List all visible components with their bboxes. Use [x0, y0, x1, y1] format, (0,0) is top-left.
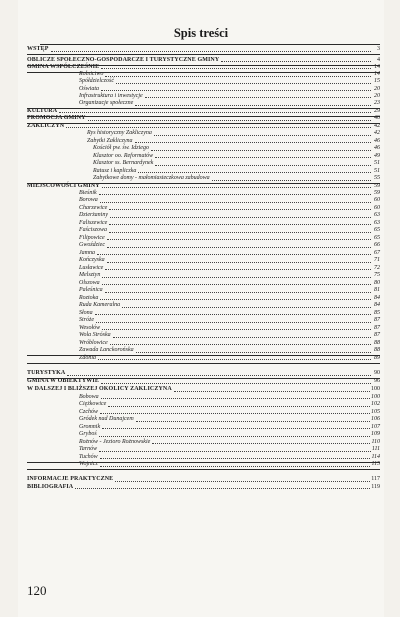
dot-leader [100, 298, 371, 300]
toc-entry-page: 100 [371, 386, 380, 392]
dot-leader [107, 246, 371, 248]
dot-leader [59, 111, 371, 113]
toc-entry [27, 446, 380, 454]
section-rule [27, 72, 380, 73]
toc-entry [27, 401, 380, 409]
toc-entry-label: INFORMACJE PRAKTYCZNE [27, 476, 114, 482]
toc-entry-label: Klasztor oo. Reformatów [93, 152, 154, 159]
toc-entry-page: 3 [377, 46, 380, 52]
dot-leader [99, 193, 371, 195]
page-number: 120 [27, 583, 47, 598]
toc-entry [27, 347, 380, 355]
toc-entry [27, 416, 380, 424]
toc-entry-page: 87 [374, 324, 380, 331]
dot-leader [102, 186, 371, 188]
toc-entry-page: 90 [374, 370, 380, 376]
dot-leader [66, 126, 371, 128]
dot-leader [51, 50, 371, 52]
toc-entry-label: OBLICZE SPOŁECZNO-GOSPODARCZE I TURYSTYCZNE GMINY [27, 56, 220, 63]
toc-entry [27, 386, 380, 394]
dot-leader [101, 67, 371, 69]
toc-entry [27, 272, 380, 280]
toc-entry-page: 20 [374, 85, 380, 92]
toc-entry-page: 105 [371, 408, 380, 415]
toc-entry-label: Olszowa [79, 279, 100, 286]
dot-leader [105, 291, 371, 293]
toc-entry-page: 42 [374, 130, 380, 136]
toc-entry-label: MIEJSCOWOŚCI GMINY [27, 182, 100, 189]
toc-entry-page: 100 [371, 393, 380, 400]
toc-entry [27, 310, 380, 318]
toc-entry [27, 197, 380, 205]
toc-entry-label: Filipowice [79, 234, 105, 241]
toc-entry-page: 29 [374, 107, 380, 114]
table-of-contents [27, 46, 380, 577]
toc-entry [27, 190, 380, 198]
section-rule [27, 469, 380, 470]
toc-entry-label: Ratusz i kapliczka [93, 167, 137, 174]
toc-entry-page: 51 [374, 160, 380, 166]
dot-leader [96, 321, 371, 323]
toc-entry-label: Charzewice [79, 204, 108, 211]
toc-entry-label: Kończyska [79, 257, 105, 263]
toc-entry [27, 100, 380, 108]
toc-entry-page: 102 [371, 401, 380, 407]
dot-leader [102, 427, 370, 429]
dot-leader [100, 201, 371, 203]
toc-entry [27, 484, 380, 492]
dot-leader [109, 231, 371, 233]
toc-entry-label: GMINA WSPÓŁCZEŚNIE [27, 63, 100, 70]
toc-entry [27, 378, 380, 386]
toc-entry-page: 63 [374, 219, 380, 226]
dot-leader [116, 82, 371, 84]
toc-entry [27, 295, 380, 303]
section-rule [27, 116, 380, 117]
toc-entry [27, 212, 380, 220]
dot-leader [97, 253, 371, 255]
dot-leader [212, 179, 371, 181]
toc-entry [27, 340, 380, 348]
toc-entry-label: TURYSTYKA [27, 370, 66, 376]
dot-leader [109, 223, 371, 225]
toc-entry-label: Rys historyczny Zakliczyna [87, 130, 152, 136]
toc-entry-label: Infrastruktura i inwestycje [79, 92, 143, 99]
toc-entry-label: Dzierżaniny [79, 212, 108, 218]
dot-leader [155, 156, 371, 158]
toc-entry-label: Gródek nad Dunajcem [79, 416, 134, 422]
toc-entry-label: Wola Stróska [79, 332, 111, 338]
dot-leader [145, 96, 371, 98]
section-rule [27, 355, 380, 356]
toc-entry-label: Ruda Kameralna [79, 302, 121, 308]
toc-entry-label: Melsztyn [79, 272, 101, 278]
toc-entry [27, 317, 380, 325]
toc-entry-page: 88 [374, 339, 380, 346]
toc-entry [27, 205, 380, 213]
toc-entry-page: 84 [374, 302, 380, 308]
toc-entry-page: 89 [374, 354, 380, 361]
toc-entry-label: Słona [79, 309, 93, 316]
section-rule [27, 54, 380, 55]
dot-leader [152, 442, 370, 444]
toc-entry-label: ZAKLICZYN [27, 122, 65, 129]
dot-leader [88, 119, 371, 121]
toc-entry-label: Gromnik [79, 423, 101, 430]
toc-entry [27, 370, 380, 378]
toc-entry-page: 46 [374, 137, 380, 144]
section-rule [27, 363, 380, 364]
toc-entry [27, 257, 380, 265]
toc-entry-page: 111 [371, 446, 380, 452]
toc-entry-label: Bieśnik [79, 189, 97, 196]
toc-entry-label: Spółdzielczość [79, 78, 114, 84]
dot-leader [105, 75, 371, 77]
toc-entry-page: 72 [374, 264, 380, 271]
dot-leader [221, 60, 371, 62]
dot-leader [99, 450, 371, 452]
toc-entry-page: 88 [374, 347, 380, 353]
toc-entry-label: Oświata [79, 85, 100, 92]
toc-entry [27, 287, 380, 295]
dot-leader [100, 412, 370, 414]
page-title: Spis treści [173, 26, 229, 40]
toc-entry-page: 66 [374, 242, 380, 248]
dot-leader [107, 261, 371, 263]
toc-entry-page: 109 [371, 431, 380, 437]
toc-entry-label: Bobowa [79, 393, 99, 400]
dot-leader [105, 268, 371, 270]
toc-entry-label: Paleśnica [79, 287, 103, 293]
dot-leader [174, 390, 370, 392]
toc-entry-label: Zabytki Zakliczyna [87, 137, 133, 144]
dot-leader [136, 351, 371, 353]
toc-entry [27, 145, 380, 153]
section-rule [27, 183, 380, 184]
dot-leader [102, 276, 371, 278]
toc-entry [27, 332, 380, 340]
toc-entry [27, 242, 380, 250]
toc-entry [27, 168, 380, 176]
toc-entry-page: 107 [371, 423, 380, 430]
toc-entry-page: 51 [374, 167, 380, 174]
toc-entry-page: 14 [374, 71, 380, 77]
toc-entry-page: 40 [374, 115, 380, 121]
dot-leader [154, 134, 371, 136]
toc-entry-page: 49 [374, 152, 380, 159]
dot-leader [155, 164, 371, 166]
toc-entry-page: 114 [371, 453, 380, 460]
toc-entry-page: 15 [374, 78, 380, 84]
toc-entry-page: 110 [371, 438, 380, 445]
toc-entry [27, 250, 380, 258]
toc-entry-page: 85 [374, 309, 380, 316]
section-rule [27, 378, 380, 379]
toc-entry-page: 81 [374, 287, 380, 293]
dot-leader [109, 208, 371, 210]
toc-entry [27, 325, 380, 333]
dot-leader [101, 397, 370, 399]
dot-leader [67, 374, 371, 376]
toc-entry-label: Faściszowa [79, 227, 108, 233]
toc-entry [27, 46, 380, 54]
toc-entry [27, 138, 380, 146]
section-rule [27, 462, 380, 463]
toc-entry [27, 175, 380, 183]
toc-entry-label: Lusławice [79, 264, 104, 271]
toc-entry-page: 20 [374, 92, 380, 99]
title-rule [40, 44, 380, 45]
toc-entry-label: Czchów [79, 408, 99, 415]
toc-entry [27, 153, 380, 161]
toc-entry-label: W DALSZEJ I BLIŻSZEJ OKOLICY ZAKLICZYNA [27, 386, 172, 392]
toc-entry [27, 394, 380, 402]
toc-entry [27, 235, 380, 243]
toc-entry-page: 119 [371, 483, 380, 490]
toc-entry-page: 46 [374, 145, 380, 151]
dot-leader [101, 382, 371, 384]
toc-entry [27, 280, 380, 288]
toc-entry-page: 60 [374, 204, 380, 211]
toc-entry-page: 60 [374, 197, 380, 203]
dot-leader [102, 328, 371, 330]
dot-leader [113, 336, 371, 338]
toc-entry-page: 71 [374, 257, 380, 263]
toc-entry-page: 55 [374, 175, 380, 181]
toc-entry [27, 265, 380, 273]
dot-leader [135, 141, 372, 143]
dot-leader [115, 480, 370, 482]
dot-leader [122, 306, 371, 308]
toc-entry-page: 14 [374, 63, 380, 70]
toc-entry-label: Jamna [79, 249, 95, 256]
dot-leader [135, 104, 371, 106]
toc-entry-page: 115 [371, 461, 380, 467]
toc-entry-page: 117 [371, 476, 380, 482]
toc-entry-page: 63 [374, 212, 380, 218]
dot-leader [75, 487, 370, 489]
section-rule [27, 123, 380, 124]
toc-entry-label: Zabytkowe domy - małomiasteczkowa zabudowa [93, 175, 210, 181]
toc-entry-label: KULTURA [27, 107, 58, 114]
toc-entry-label: Gwoździec [79, 242, 105, 248]
toc-entry-label: Rożnów - Jezioro Rożnowskie [79, 438, 151, 445]
toc-entry-page: 65 [374, 227, 380, 233]
toc-entry [27, 439, 380, 447]
toc-entry [27, 409, 380, 417]
toc-entry-label: PROMOCJA GMINY [27, 115, 86, 121]
toc-entry-label: WSTĘP [27, 46, 49, 52]
dot-leader [102, 283, 371, 285]
toc-entry-page: 59 [374, 182, 380, 189]
toc-entry [27, 424, 380, 432]
dot-leader [100, 465, 371, 467]
toc-entry-label: Roztoka [79, 294, 99, 301]
toc-entry [27, 454, 380, 462]
toc-entry-label: GMINA W OBIEKTYWIE [27, 378, 99, 384]
toc-entry-page: 87 [374, 332, 380, 338]
section-rule [27, 108, 380, 109]
toc-entry-page: 42 [374, 122, 380, 129]
dot-leader [95, 313, 371, 315]
toc-entry-label: Stróże [79, 317, 94, 323]
dot-leader [110, 216, 371, 218]
toc-entry [27, 227, 380, 235]
toc-entry-page: 67 [374, 249, 380, 256]
dot-leader [99, 435, 370, 437]
dot-leader [138, 171, 371, 173]
dot-leader [108, 405, 370, 407]
toc-entry-page: 96 [374, 378, 380, 384]
toc-entry-page: 87 [374, 317, 380, 323]
dot-leader [98, 358, 371, 360]
toc-entry [27, 476, 380, 484]
toc-entry-label: Borowa [79, 197, 98, 203]
toc-entry [27, 130, 380, 138]
toc-entry-label: Rolnictwo [79, 71, 104, 77]
dot-leader [151, 149, 371, 151]
toc-entry-label: Wróblowice [79, 339, 108, 346]
toc-entry-page: 65 [374, 234, 380, 241]
toc-entry-page: 75 [374, 272, 380, 278]
toc-entry-page: 4 [377, 56, 380, 63]
dot-leader [101, 89, 371, 91]
toc-entry-label: Zawada Lanckorońska [79, 347, 134, 353]
toc-entry-page: 59 [374, 189, 380, 196]
toc-entry-label: Klasztor ss. Bernardynek [93, 160, 154, 166]
toc-entry [27, 78, 380, 86]
toc-entry-label: Wesołów [79, 324, 101, 331]
toc-entry [27, 302, 380, 310]
toc-entry-label: Wojnicz [79, 461, 98, 467]
toc-entry-page: 23 [374, 100, 380, 106]
dot-leader [110, 343, 371, 345]
toc-entry-label: Kościół pw. św. Idziego [93, 145, 149, 151]
toc-entry-label: Tarnów [79, 446, 98, 452]
dot-leader [136, 420, 370, 422]
toc-entry-label: Faliszewice [79, 219, 108, 226]
toc-entry-label: Ciężkowice [79, 401, 107, 407]
toc-entry-page: 84 [374, 294, 380, 301]
toc-entry-label: Organizacje społeczne [79, 100, 134, 106]
book-page [18, 0, 384, 617]
dot-leader [100, 457, 371, 459]
toc-entry-label: Tuchów [79, 453, 98, 460]
dot-leader [107, 238, 371, 240]
toc-entry-page: 106 [371, 416, 380, 422]
toc-entry-page: 80 [374, 279, 380, 286]
section-rule [27, 65, 380, 66]
toc-entry-label: BIBLIOGRAFIA [27, 483, 74, 490]
toc-entry [27, 93, 380, 101]
toc-entry-label: Gryboś [79, 431, 97, 437]
toc-entry-label: Zdonia [79, 354, 97, 361]
toc-entry [27, 431, 380, 439]
toc-entry [27, 160, 380, 168]
toc-entry [27, 220, 380, 228]
